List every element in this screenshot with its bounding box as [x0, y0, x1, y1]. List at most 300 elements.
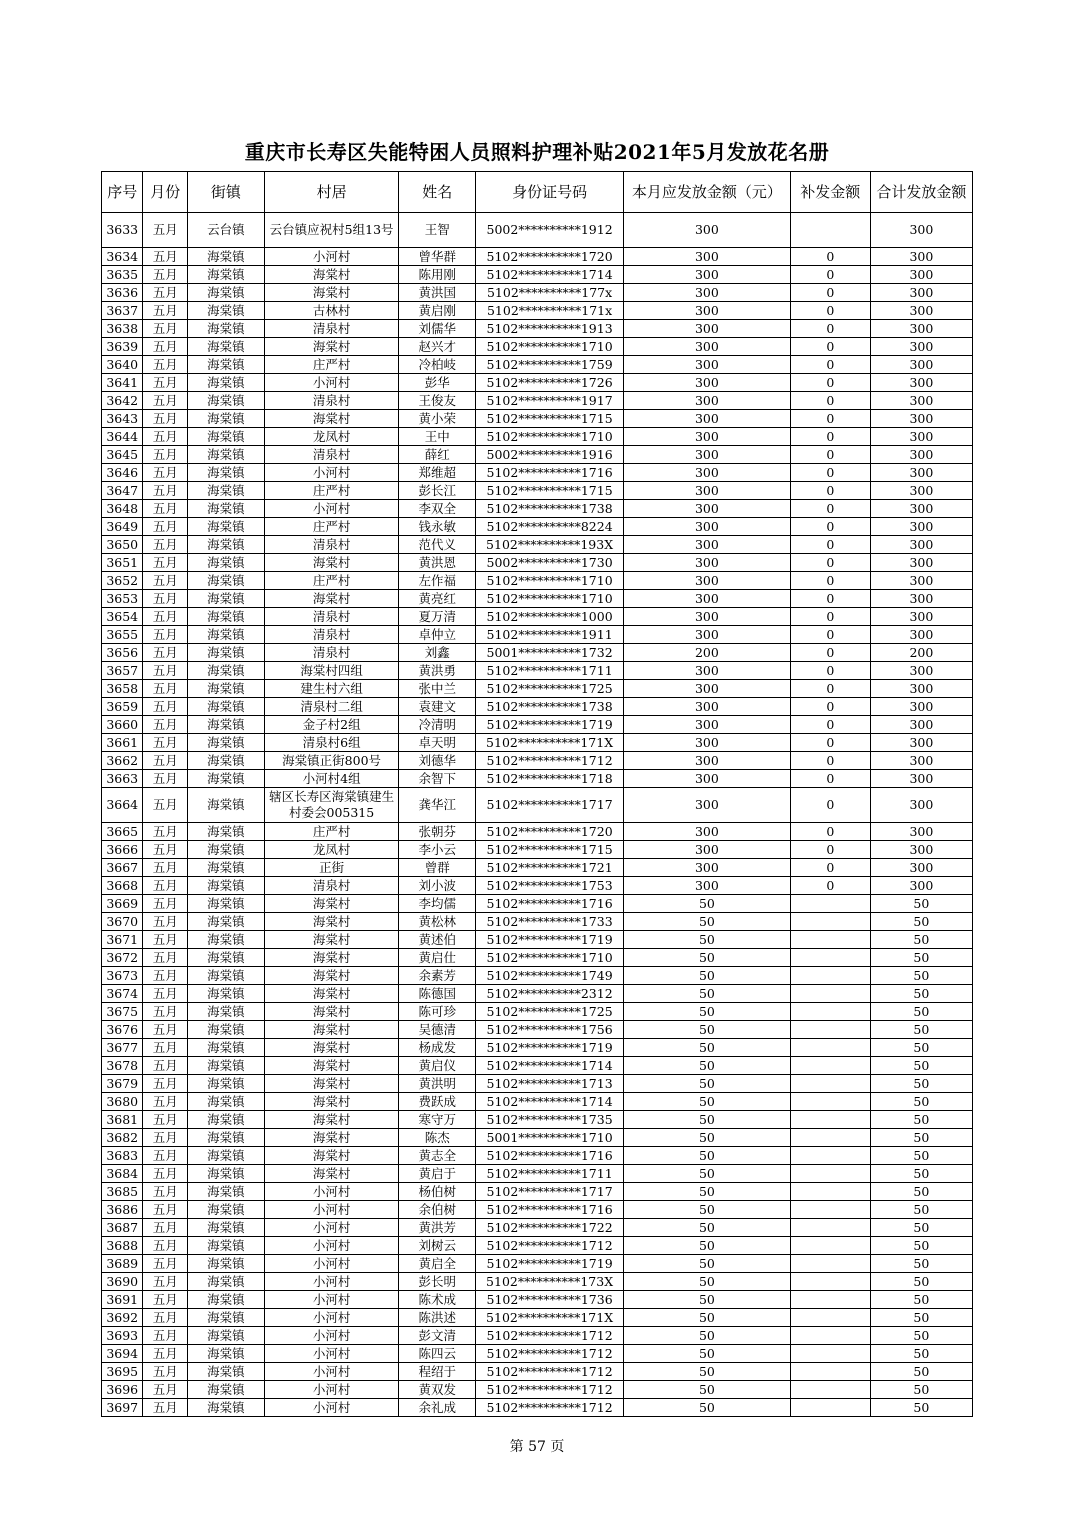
cell-amount-due: 50 — [623, 1147, 790, 1165]
cell-back-pay: 0 — [790, 392, 870, 410]
cell-month: 五月 — [143, 752, 188, 770]
cell-village: 清泉村6组 — [264, 734, 399, 752]
cell-town: 海棠镇 — [187, 428, 264, 446]
cell-total: 50 — [870, 1219, 972, 1237]
cell-amount-due: 50 — [623, 1309, 790, 1327]
cell-serial: 3633 — [102, 213, 143, 248]
cell-village: 小河村 — [264, 1273, 399, 1291]
cell-serial: 3657 — [102, 662, 143, 680]
cell-amount-due: 50 — [623, 1039, 790, 1057]
cell-amount-due: 50 — [623, 1057, 790, 1075]
table-row — [102, 662, 973, 680]
cell-serial: 3665 — [102, 823, 143, 841]
cell-village: 小河村 — [264, 1237, 399, 1255]
cell-id-number: 5102**********1738 — [476, 500, 624, 518]
cell-back-pay — [790, 1093, 870, 1111]
cell-name: 黄启仕 — [399, 949, 476, 967]
cell-amount-due: 50 — [623, 1291, 790, 1309]
cell-serial: 3654 — [102, 608, 143, 626]
cell-id-number: 5102**********1917 — [476, 392, 624, 410]
cell-village: 云台镇应祝村5组13号 — [264, 213, 399, 248]
table-row — [102, 1273, 973, 1291]
cell-village: 小河村 — [264, 1381, 399, 1399]
cell-total: 50 — [870, 1381, 972, 1399]
cell-id-number: 5102**********1722 — [476, 1219, 624, 1237]
cell-id-number: 5102**********1719 — [476, 1039, 624, 1057]
cell-month: 五月 — [143, 1129, 188, 1147]
cell-village: 庄严村 — [264, 518, 399, 536]
cell-id-number: 5001**********1732 — [476, 644, 624, 662]
cell-serial: 3668 — [102, 877, 143, 895]
cell-village: 海棠村 — [264, 590, 399, 608]
cell-name: 李双全 — [399, 500, 476, 518]
cell-town: 海棠镇 — [187, 1255, 264, 1273]
cell-town: 海棠镇 — [187, 1363, 264, 1381]
cell-month: 五月 — [143, 536, 188, 554]
cell-total: 50 — [870, 1327, 972, 1345]
cell-id-number: 5102**********1756 — [476, 1021, 624, 1039]
cell-amount-due: 50 — [623, 1219, 790, 1237]
cell-id-number: 5102**********1735 — [476, 1111, 624, 1129]
cell-month: 五月 — [143, 662, 188, 680]
cell-name: 钱永敏 — [399, 518, 476, 536]
cell-serial: 3688 — [102, 1237, 143, 1255]
cell-month: 五月 — [143, 1165, 188, 1183]
cell-serial: 3656 — [102, 644, 143, 662]
cell-amount-due: 300 — [623, 608, 790, 626]
cell-back-pay: 0 — [790, 554, 870, 572]
cell-month: 五月 — [143, 410, 188, 428]
cell-name: 范代义 — [399, 536, 476, 554]
cell-month: 五月 — [143, 1399, 188, 1417]
cell-back-pay: 0 — [790, 788, 870, 823]
cell-back-pay: 0 — [790, 734, 870, 752]
table-row — [102, 1309, 973, 1327]
cell-back-pay — [790, 1399, 870, 1417]
table-row — [102, 626, 973, 644]
cell-month: 五月 — [143, 770, 188, 788]
cell-serial: 3652 — [102, 572, 143, 590]
cell-month: 五月 — [143, 1309, 188, 1327]
cell-back-pay: 0 — [790, 662, 870, 680]
cell-serial: 3635 — [102, 266, 143, 284]
table-row — [102, 680, 973, 698]
cell-id-number: 5102**********1913 — [476, 320, 624, 338]
table-row — [102, 572, 973, 590]
cell-serial: 3677 — [102, 1039, 143, 1057]
cell-month: 五月 — [143, 1237, 188, 1255]
cell-town: 海棠镇 — [187, 949, 264, 967]
cell-town: 海棠镇 — [187, 1165, 264, 1183]
cell-name: 夏万清 — [399, 608, 476, 626]
cell-village: 小河村 — [264, 1255, 399, 1273]
cell-name: 曾华群 — [399, 248, 476, 266]
cell-back-pay: 0 — [790, 518, 870, 536]
cell-total: 50 — [870, 1111, 972, 1129]
cell-town: 海棠镇 — [187, 1327, 264, 1345]
cell-serial: 3690 — [102, 1273, 143, 1291]
cell-total: 50 — [870, 1255, 972, 1273]
cell-village: 海棠村 — [264, 985, 399, 1003]
cell-serial: 3653 — [102, 590, 143, 608]
cell-name: 卓仲立 — [399, 626, 476, 644]
cell-name: 王俊友 — [399, 392, 476, 410]
cell-serial: 3659 — [102, 698, 143, 716]
cell-id-number: 5102**********1717 — [476, 1183, 624, 1201]
cell-total: 300 — [870, 392, 972, 410]
cell-month: 五月 — [143, 266, 188, 284]
cell-total: 300 — [870, 734, 972, 752]
cell-village: 清泉村 — [264, 392, 399, 410]
cell-name: 刘鑫 — [399, 644, 476, 662]
cell-month: 五月 — [143, 1291, 188, 1309]
cell-serial: 3692 — [102, 1309, 143, 1327]
cell-town: 海棠镇 — [187, 680, 264, 698]
cell-name: 杨伯树 — [399, 1183, 476, 1201]
cell-village: 海棠村 — [264, 554, 399, 572]
document-title: 重庆市长寿区失能特困人员照料护理补贴2021年5月发放花名册 — [244, 140, 830, 164]
header-village: 村居 — [264, 172, 399, 213]
cell-serial: 3662 — [102, 752, 143, 770]
cell-total: 300 — [870, 626, 972, 644]
cell-amount-due: 300 — [623, 662, 790, 680]
cell-serial: 3679 — [102, 1075, 143, 1093]
cell-name: 张中兰 — [399, 680, 476, 698]
cell-id-number: 5102**********1710 — [476, 338, 624, 356]
cell-village: 清泉村 — [264, 877, 399, 895]
cell-name: 黄松林 — [399, 913, 476, 931]
cell-town: 海棠镇 — [187, 392, 264, 410]
cell-amount-due: 50 — [623, 1021, 790, 1039]
cell-month: 五月 — [143, 302, 188, 320]
cell-name: 陈用刚 — [399, 266, 476, 284]
cell-total: 50 — [870, 1345, 972, 1363]
cell-id-number: 5102**********1715 — [476, 410, 624, 428]
cell-total: 300 — [870, 248, 972, 266]
cell-town: 海棠镇 — [187, 1129, 264, 1147]
cell-total: 300 — [870, 590, 972, 608]
cell-id-number: 5102**********1749 — [476, 967, 624, 985]
cell-serial: 3696 — [102, 1381, 143, 1399]
cell-back-pay — [790, 1129, 870, 1147]
table-row — [102, 1039, 973, 1057]
cell-town: 海棠镇 — [187, 608, 264, 626]
table-row — [102, 1381, 973, 1399]
cell-name: 李均儒 — [399, 895, 476, 913]
cell-back-pay — [790, 1003, 870, 1021]
cell-id-number: 5002**********1916 — [476, 446, 624, 464]
cell-month: 五月 — [143, 1363, 188, 1381]
cell-id-number: 5102**********1712 — [476, 1363, 624, 1381]
cell-name: 吴德清 — [399, 1021, 476, 1039]
cell-back-pay — [790, 967, 870, 985]
cell-name: 龚华江 — [399, 788, 476, 823]
cell-town: 海棠镇 — [187, 554, 264, 572]
cell-back-pay: 0 — [790, 284, 870, 302]
cell-id-number: 5102**********1712 — [476, 1327, 624, 1345]
cell-serial: 3673 — [102, 967, 143, 985]
cell-total: 50 — [870, 1057, 972, 1075]
cell-id-number: 5102**********2312 — [476, 985, 624, 1003]
cell-village: 小河村 — [264, 1201, 399, 1219]
cell-back-pay: 0 — [790, 338, 870, 356]
table-row — [102, 734, 973, 752]
cell-month: 五月 — [143, 1201, 188, 1219]
cell-id-number: 5102**********1720 — [476, 823, 624, 841]
cell-name: 黄洪明 — [399, 1075, 476, 1093]
cell-serial: 3649 — [102, 518, 143, 536]
cell-month: 五月 — [143, 428, 188, 446]
table-row — [102, 1399, 973, 1417]
header-town: 街镇 — [187, 172, 264, 213]
cell-village: 海棠村 — [264, 338, 399, 356]
cell-village: 海棠村 — [264, 1075, 399, 1093]
cell-name: 刘小波 — [399, 877, 476, 895]
cell-village: 海棠村 — [264, 1057, 399, 1075]
cell-name: 彭华 — [399, 374, 476, 392]
cell-total: 300 — [870, 518, 972, 536]
cell-serial: 3681 — [102, 1111, 143, 1129]
cell-name: 余智下 — [399, 770, 476, 788]
cell-name: 黄亮红 — [399, 590, 476, 608]
cell-town: 海棠镇 — [187, 374, 264, 392]
table-row — [102, 1237, 973, 1255]
table-row — [102, 302, 973, 320]
cell-id-number: 5102**********1714 — [476, 266, 624, 284]
cell-back-pay: 0 — [790, 841, 870, 859]
cell-id-number: 5102**********1736 — [476, 1291, 624, 1309]
table-row — [102, 967, 973, 985]
cell-serial: 3694 — [102, 1345, 143, 1363]
cell-amount-due: 50 — [623, 1255, 790, 1273]
cell-amount-due: 300 — [623, 392, 790, 410]
cell-id-number: 5102**********1753 — [476, 877, 624, 895]
cell-amount-due: 50 — [623, 1399, 790, 1417]
cell-month: 五月 — [143, 734, 188, 752]
cell-month: 五月 — [143, 716, 188, 734]
cell-id-number: 5001**********1710 — [476, 1129, 624, 1147]
cell-serial: 3660 — [102, 716, 143, 734]
cell-village: 海棠村 — [264, 895, 399, 913]
cell-town: 海棠镇 — [187, 1309, 264, 1327]
cell-village: 小河村 — [264, 1345, 399, 1363]
cell-amount-due: 300 — [623, 626, 790, 644]
cell-back-pay — [790, 1147, 870, 1165]
table-row — [102, 1147, 973, 1165]
table-row — [102, 500, 973, 518]
cell-amount-due: 50 — [623, 931, 790, 949]
table-row — [102, 1345, 973, 1363]
table-row — [102, 698, 973, 716]
cell-amount-due: 300 — [623, 572, 790, 590]
cell-town: 海棠镇 — [187, 1057, 264, 1075]
cell-town: 海棠镇 — [187, 1003, 264, 1021]
cell-id-number: 5102**********1717 — [476, 788, 624, 823]
cell-serial: 3640 — [102, 356, 143, 374]
cell-id-number: 5102**********1710 — [476, 590, 624, 608]
table-row — [102, 1165, 973, 1183]
cell-name: 寒守万 — [399, 1111, 476, 1129]
cell-serial: 3666 — [102, 841, 143, 859]
cell-name: 冷柏岐 — [399, 356, 476, 374]
cell-back-pay — [790, 1327, 870, 1345]
cell-id-number: 5102**********1719 — [476, 716, 624, 734]
cell-village: 正街 — [264, 859, 399, 877]
cell-id-number: 5002**********1730 — [476, 554, 624, 572]
cell-total: 300 — [870, 841, 972, 859]
cell-village: 海棠村 — [264, 266, 399, 284]
cell-back-pay — [790, 213, 870, 248]
cell-amount-due: 300 — [623, 788, 790, 823]
cell-amount-due: 300 — [623, 823, 790, 841]
cell-village: 海棠村 — [264, 931, 399, 949]
table-row — [102, 464, 973, 482]
cell-village: 小河村 — [264, 248, 399, 266]
cell-back-pay — [790, 895, 870, 913]
cell-serial: 3686 — [102, 1201, 143, 1219]
cell-total: 300 — [870, 446, 972, 464]
cell-name: 王智 — [399, 213, 476, 248]
cell-total: 300 — [870, 356, 972, 374]
cell-back-pay: 0 — [790, 626, 870, 644]
cell-amount-due: 50 — [623, 1237, 790, 1255]
cell-serial: 3680 — [102, 1093, 143, 1111]
cell-amount-due: 300 — [623, 770, 790, 788]
cell-town: 海棠镇 — [187, 1075, 264, 1093]
cell-serial: 3637 — [102, 302, 143, 320]
cell-name: 黄洪国 — [399, 284, 476, 302]
cell-town: 海棠镇 — [187, 356, 264, 374]
table-row — [102, 213, 973, 248]
cell-serial: 3695 — [102, 1363, 143, 1381]
cell-back-pay — [790, 1075, 870, 1093]
cell-name: 黄洪勇 — [399, 662, 476, 680]
cell-name: 黄双发 — [399, 1381, 476, 1399]
cell-total: 300 — [870, 284, 972, 302]
cell-serial: 3674 — [102, 985, 143, 1003]
cell-village: 建生村六组 — [264, 680, 399, 698]
cell-back-pay — [790, 1237, 870, 1255]
cell-month: 五月 — [143, 823, 188, 841]
cell-month: 五月 — [143, 680, 188, 698]
cell-serial: 3638 — [102, 320, 143, 338]
cell-total: 300 — [870, 266, 972, 284]
cell-total: 300 — [870, 464, 972, 482]
cell-amount-due: 50 — [623, 1381, 790, 1399]
table-row — [102, 985, 973, 1003]
cell-month: 五月 — [143, 931, 188, 949]
cell-back-pay: 0 — [790, 536, 870, 554]
cell-amount-due: 50 — [623, 1363, 790, 1381]
cell-total: 50 — [870, 1165, 972, 1183]
page-number: 第 57 页 — [509, 1439, 565, 1455]
table-row — [102, 1201, 973, 1219]
cell-serial: 3634 — [102, 248, 143, 266]
cell-village: 海棠村 — [264, 967, 399, 985]
header-month: 月份 — [143, 172, 188, 213]
cell-total: 300 — [870, 859, 972, 877]
cell-village: 辖区长寿区海棠镇建生村委会005315 — [264, 788, 399, 823]
cell-id-number: 5102**********1718 — [476, 770, 624, 788]
cell-name: 黄启刚 — [399, 302, 476, 320]
cell-total: 200 — [870, 644, 972, 662]
cell-village: 金子村2组 — [264, 716, 399, 734]
cell-name: 袁建文 — [399, 698, 476, 716]
cell-id-number: 5102**********1716 — [476, 895, 624, 913]
cell-total: 300 — [870, 554, 972, 572]
cell-serial: 3644 — [102, 428, 143, 446]
table-row — [102, 608, 973, 626]
cell-amount-due: 300 — [623, 859, 790, 877]
cell-town: 海棠镇 — [187, 788, 264, 823]
cell-id-number: 5102**********1000 — [476, 608, 624, 626]
cell-total: 300 — [870, 662, 972, 680]
cell-town: 海棠镇 — [187, 823, 264, 841]
cell-serial: 3647 — [102, 482, 143, 500]
cell-village: 庄严村 — [264, 823, 399, 841]
cell-serial: 3675 — [102, 1003, 143, 1021]
cell-amount-due: 50 — [623, 1327, 790, 1345]
cell-back-pay: 0 — [790, 698, 870, 716]
cell-village: 小河村 — [264, 500, 399, 518]
cell-back-pay: 0 — [790, 572, 870, 590]
cell-month: 五月 — [143, 841, 188, 859]
table-row — [102, 392, 973, 410]
cell-total: 50 — [870, 1075, 972, 1093]
cell-amount-due: 300 — [623, 213, 790, 248]
table-row — [102, 428, 973, 446]
cell-town: 海棠镇 — [187, 1399, 264, 1417]
table-row — [102, 949, 973, 967]
table-row — [102, 1219, 973, 1237]
cell-town: 海棠镇 — [187, 859, 264, 877]
cell-amount-due: 300 — [623, 374, 790, 392]
cell-serial: 3643 — [102, 410, 143, 428]
subsidy-roster-table — [101, 171, 973, 1417]
cell-name: 黄启全 — [399, 1255, 476, 1273]
cell-village: 清泉村 — [264, 608, 399, 626]
cell-name: 陈洪述 — [399, 1309, 476, 1327]
table-row — [102, 536, 973, 554]
cell-village: 海棠村 — [264, 1129, 399, 1147]
cell-name: 黄启仪 — [399, 1057, 476, 1075]
cell-id-number: 5102**********1733 — [476, 913, 624, 931]
cell-amount-due: 300 — [623, 518, 790, 536]
cell-village: 清泉村 — [264, 320, 399, 338]
cell-id-number: 5102**********1710 — [476, 572, 624, 590]
cell-town: 海棠镇 — [187, 734, 264, 752]
cell-month: 五月 — [143, 1075, 188, 1093]
cell-town: 海棠镇 — [187, 302, 264, 320]
cell-village: 海棠村 — [264, 949, 399, 967]
table-row — [102, 1183, 973, 1201]
table-row — [102, 1255, 973, 1273]
cell-id-number: 5102**********1710 — [476, 428, 624, 446]
cell-town: 海棠镇 — [187, 752, 264, 770]
cell-total: 300 — [870, 752, 972, 770]
cell-total: 300 — [870, 302, 972, 320]
cell-serial: 3671 — [102, 931, 143, 949]
cell-name: 刘儒华 — [399, 320, 476, 338]
cell-id-number: 5102**********1719 — [476, 931, 624, 949]
cell-month: 五月 — [143, 949, 188, 967]
cell-name: 李小云 — [399, 841, 476, 859]
cell-back-pay: 0 — [790, 770, 870, 788]
cell-name: 程绍于 — [399, 1363, 476, 1381]
cell-name: 曾群 — [399, 859, 476, 877]
cell-back-pay — [790, 1219, 870, 1237]
cell-amount-due: 50 — [623, 1093, 790, 1111]
